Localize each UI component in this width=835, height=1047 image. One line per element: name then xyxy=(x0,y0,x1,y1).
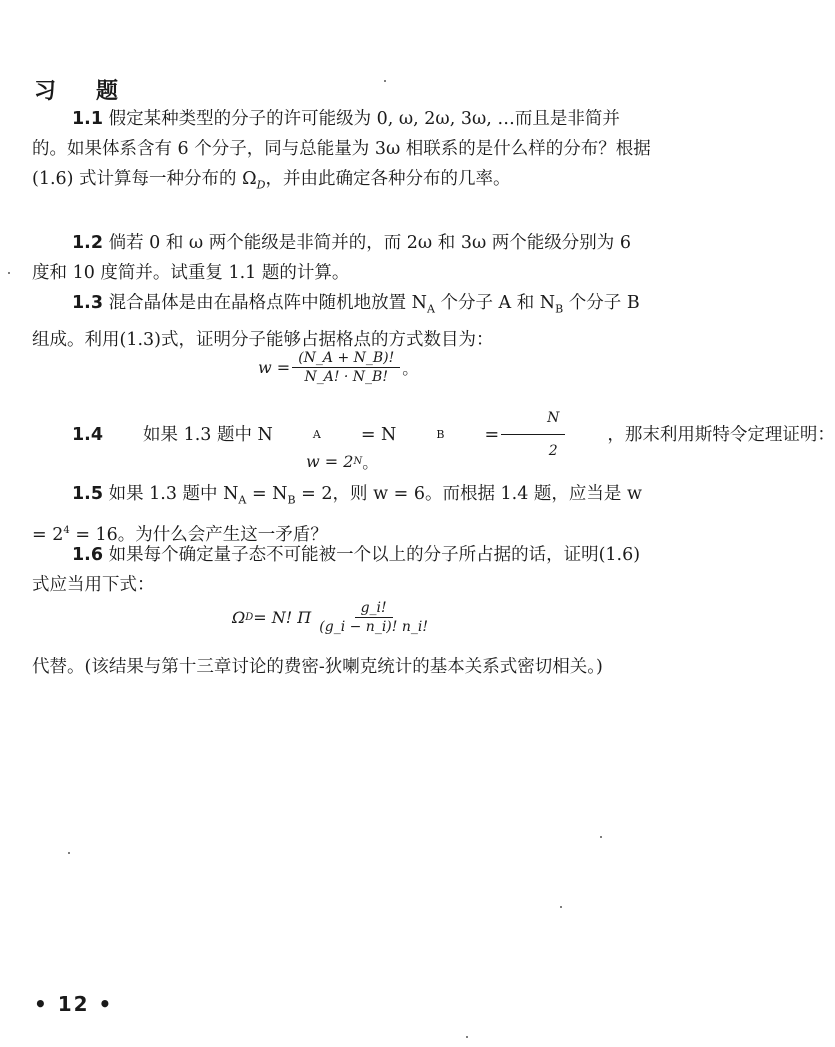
scan-speck xyxy=(466,1036,468,1038)
scan-speck xyxy=(8,272,10,274)
subscript: D xyxy=(245,612,254,623)
problem-text: = 16。为什么会产生这一矛盾？ xyxy=(69,524,328,545)
problem-text: 如果 1.3 题中 N xyxy=(103,484,239,504)
problem-text: 如果 1.3 题中 N xyxy=(143,424,273,445)
fraction-numerator: g_i! xyxy=(355,600,393,618)
superscript: N xyxy=(353,456,363,467)
problem-1-3 xyxy=(32,288,652,355)
problem-1-5 xyxy=(32,479,652,549)
equation-lhs: Ω xyxy=(232,608,246,627)
problem-number: 1.2 xyxy=(72,233,104,253)
fraction xyxy=(313,600,434,635)
problem-1-6-tail xyxy=(32,652,652,682)
problem-number: 1.6 xyxy=(72,545,104,565)
section-heading xyxy=(34,74,120,105)
problem-text: 如果每个确定量子态不可能被一个以上的分子所占据的话，证明(1.6)式应当用下式： xyxy=(32,545,641,595)
problem-text: = N xyxy=(246,484,288,504)
problem-text: 假定某种类型的分子的许可能级为 0, ω, 2ω, 3ω, …而且是非简并的。如果体系含有 6 个分子，同与总能量为 3ω 相联系的是什么样的分布？根据 (1.6) 式计算每一种分布的 Ω xyxy=(32,109,651,189)
problem-number: 1.3 xyxy=(72,293,104,313)
page-number: • 12 • xyxy=(34,992,114,1016)
problem-text: ，那末利用斯特令定理证明： xyxy=(607,424,835,445)
subscript: A xyxy=(238,493,247,507)
problem-1-1 xyxy=(32,104,652,201)
fraction-denominator: (g_i − n_i)! n_i! xyxy=(319,619,428,635)
problem-number: 1.5 xyxy=(72,484,104,504)
problem-text: 倘若 0 和 ω 两个能级是非简并的，而 2ω 和 3ω 两个能级分别为 6 度和 10 度简并。试重复 1.1 题的计算。 xyxy=(32,233,631,283)
scan-speck xyxy=(384,80,386,82)
equation-body: w = 2 xyxy=(306,452,354,471)
equation-lhs: w = xyxy=(258,358,291,377)
fraction-denominator: N_A! · N_B! xyxy=(304,369,388,385)
fraction xyxy=(501,403,565,466)
problem-text-tail: ，并由此确定各种分布的几率。 xyxy=(265,169,511,189)
subscript: A xyxy=(426,302,435,316)
problem-text: 个分子 A 和 N xyxy=(434,293,556,313)
fraction-denominator: 2 xyxy=(548,443,558,459)
subscript: B xyxy=(287,493,296,507)
problem-1-6 xyxy=(32,540,652,600)
fraction-numerator: N xyxy=(501,403,565,435)
equation-body: = N! Π xyxy=(253,608,312,627)
problem-number: 1.4 xyxy=(72,424,104,445)
scan-speck xyxy=(560,906,562,908)
problem-text: = N xyxy=(360,424,397,445)
problem-text: 混合晶体是由在晶格点阵中随机地放置 N xyxy=(103,293,427,313)
subscript: B xyxy=(436,427,445,441)
equation-end: 。 xyxy=(402,359,419,378)
problem-text: 个分子 B 组成。利用(1.3)式，证明分子能够占据格点的方式数目为： xyxy=(32,293,640,350)
subscript: B xyxy=(555,302,564,316)
problem-text: = xyxy=(484,424,500,445)
equation-end: 。 xyxy=(362,453,379,472)
fraction-numerator: (N_A + N_B)! xyxy=(292,350,400,368)
scan-speck xyxy=(600,836,602,838)
problem-text: 代替。(该结果与第十三章讨论的费密-狄喇克统计的基本关系式密切相关。) xyxy=(32,657,603,677)
problem-1-2 xyxy=(32,228,652,288)
equation-1-4 xyxy=(306,450,378,473)
superscript: 4 xyxy=(63,524,70,536)
subscript: D xyxy=(256,178,266,192)
problem-number: 1.1 xyxy=(72,109,104,129)
equation-1-6 xyxy=(232,600,436,635)
subscript: A xyxy=(312,427,321,441)
heading-char-2: 题 xyxy=(96,79,121,104)
problem-text: = 2，则 w = 6。而根据 1.4 题，应当是 w = 2 xyxy=(32,484,642,545)
fraction xyxy=(292,350,400,385)
equation-1-3 xyxy=(258,350,418,385)
heading-char-1: 习 xyxy=(34,79,59,104)
scan-speck xyxy=(68,852,70,854)
